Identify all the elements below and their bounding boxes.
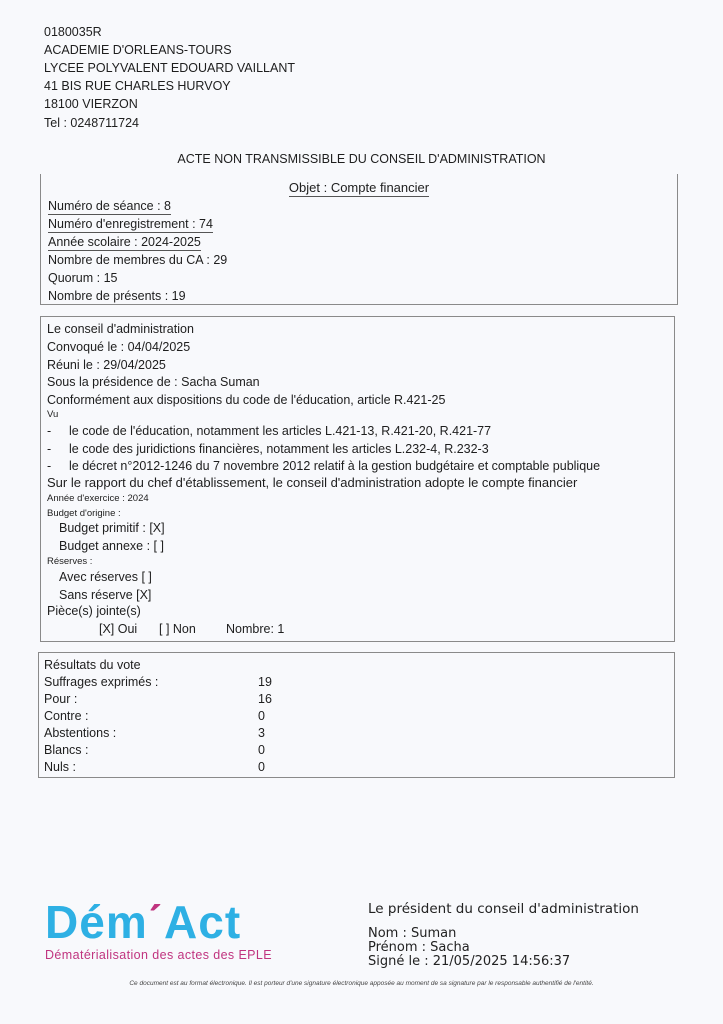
vote-value: 0 (258, 743, 265, 757)
vote-label: Suffrages exprimés : (44, 675, 159, 689)
objet-heading (41, 180, 677, 195)
members-count: Nombre de membres du CA : 29 (48, 253, 228, 267)
demact-logo (45, 898, 272, 962)
fiscal-year: Année d'exercice : 2024 (47, 493, 149, 504)
bullet: - (47, 459, 52, 473)
electronic-signature-note: Ce document est au format électronique. Il est porteur d'une signature électronique apposée au moment de sa signature par le responsable authentifié de l'entité. (129, 980, 594, 987)
attachments-yes: [X] Oui (99, 622, 138, 636)
vote-title: Résultats du vote (44, 658, 141, 672)
vote-row (44, 691, 344, 707)
vote-value: 3 (258, 726, 265, 740)
signer-first-name: Prénom : Sacha (368, 940, 470, 955)
logo-wordmark (45, 898, 272, 946)
budget-origin-label: Budget d'origine : (47, 508, 121, 519)
vote-value: 16 (258, 692, 272, 706)
city: 18100 VIERZON (44, 97, 138, 111)
street-address: 41 BIS RUE CHARLES HURVOY (44, 79, 231, 93)
seance-number: Numéro de séance : 8 (48, 199, 171, 213)
vote-label: Nuls : (44, 760, 76, 774)
logo-act: Act (164, 896, 242, 948)
vu-item-text: le décret n°2012-1246 du 7 novembre 2012 relatif à la gestion budgétaire et comptable publique (69, 459, 601, 473)
academy-name: ACADEMIE D'ORLEANS-TOURS (44, 43, 232, 57)
logo-letter: D (45, 896, 80, 948)
vote-row (44, 742, 344, 758)
school-year: Année scolaire : 2024-2025 (48, 235, 201, 249)
attachments-label: Pièce(s) jointe(s) (47, 604, 141, 618)
vote-label: Pour : (44, 692, 78, 706)
vote-row (44, 725, 344, 741)
bullet: - (47, 442, 52, 456)
vote-value: 0 (258, 760, 265, 774)
vote-row (44, 759, 344, 775)
vu-item (47, 423, 491, 439)
legal-basis: Conformément aux dispositions du code de l'éducation, article R.421-25 (47, 393, 446, 407)
signature-title: Le président du conseil d'administration (368, 901, 639, 917)
meeting-date: Réuni le : 29/04/2025 (47, 358, 166, 372)
vu-item-text: le code de l'éducation, notamment les articles L.421-13, R.421-20, R.421-77 (69, 424, 492, 438)
vote-value: 0 (258, 709, 265, 723)
deliberation-box (40, 316, 675, 642)
signer-last-name: Nom : Suman (368, 926, 457, 941)
logo-subtitle: Dématérialisation des actes des EPLE (45, 948, 273, 962)
school-name: LYCEE POLYVALENT EDOUARD VAILLANT (44, 61, 296, 75)
vote-results-box (38, 652, 675, 778)
decision-statement: Sur le rapport du chef d'établissement, le conseil d'administration adopte le compte financier (47, 475, 578, 490)
vote-row (44, 708, 344, 724)
info-box (40, 174, 678, 305)
establishment-code: 0180035R (44, 25, 102, 39)
budget-primitif: Budget primitif : [X] (59, 521, 165, 535)
vote-label: Abstentions : (44, 726, 117, 740)
attachments-count: Nombre: 1 (226, 622, 285, 636)
attachments-no: [ ] Non (159, 622, 196, 636)
council-intro: Le conseil d'administration (47, 322, 194, 336)
vu-label: Vu (47, 409, 59, 420)
document-title: ACTE NON TRANSMISSIBLE DU CONSEIL D'ADMINISTRATION (177, 152, 546, 166)
with-reserves: Avec réserves [ ] (59, 570, 152, 584)
phone: Tel : 0248711724 (44, 116, 139, 130)
present-count: Nombre de présents : 19 (48, 289, 186, 303)
convened-date: Convoqué le : 04/04/2025 (47, 340, 191, 354)
signature-date: Signé le : 21/05/2025 14:56:37 (368, 954, 571, 969)
without-reserve: Sans réserve [X] (59, 588, 152, 602)
vote-label: Blancs : (44, 743, 89, 757)
accent-mark-icon: ˊ (147, 896, 165, 948)
vote-label: Contre : (44, 709, 89, 723)
vu-item (47, 441, 489, 457)
vu-item (47, 458, 600, 474)
vote-value: 19 (258, 675, 272, 689)
presidency: Sous la présidence de : Sacha Suman (47, 375, 260, 389)
objet-text: Objet : Compte financier (288, 180, 430, 195)
budget-annexe: Budget annexe : [ ] (59, 539, 164, 553)
reserves-label: Réserves : (47, 556, 93, 567)
vu-item-text: le code des juridictions financières, notamment les articles L.232-4, R.232-3 (69, 442, 489, 456)
registration-number: Numéro d'enregistrement : 74 (48, 217, 213, 231)
vote-row (44, 674, 344, 690)
quorum: Quorum : 15 (48, 271, 118, 285)
bullet: - (47, 424, 52, 438)
logo-em: ém (79, 896, 148, 948)
